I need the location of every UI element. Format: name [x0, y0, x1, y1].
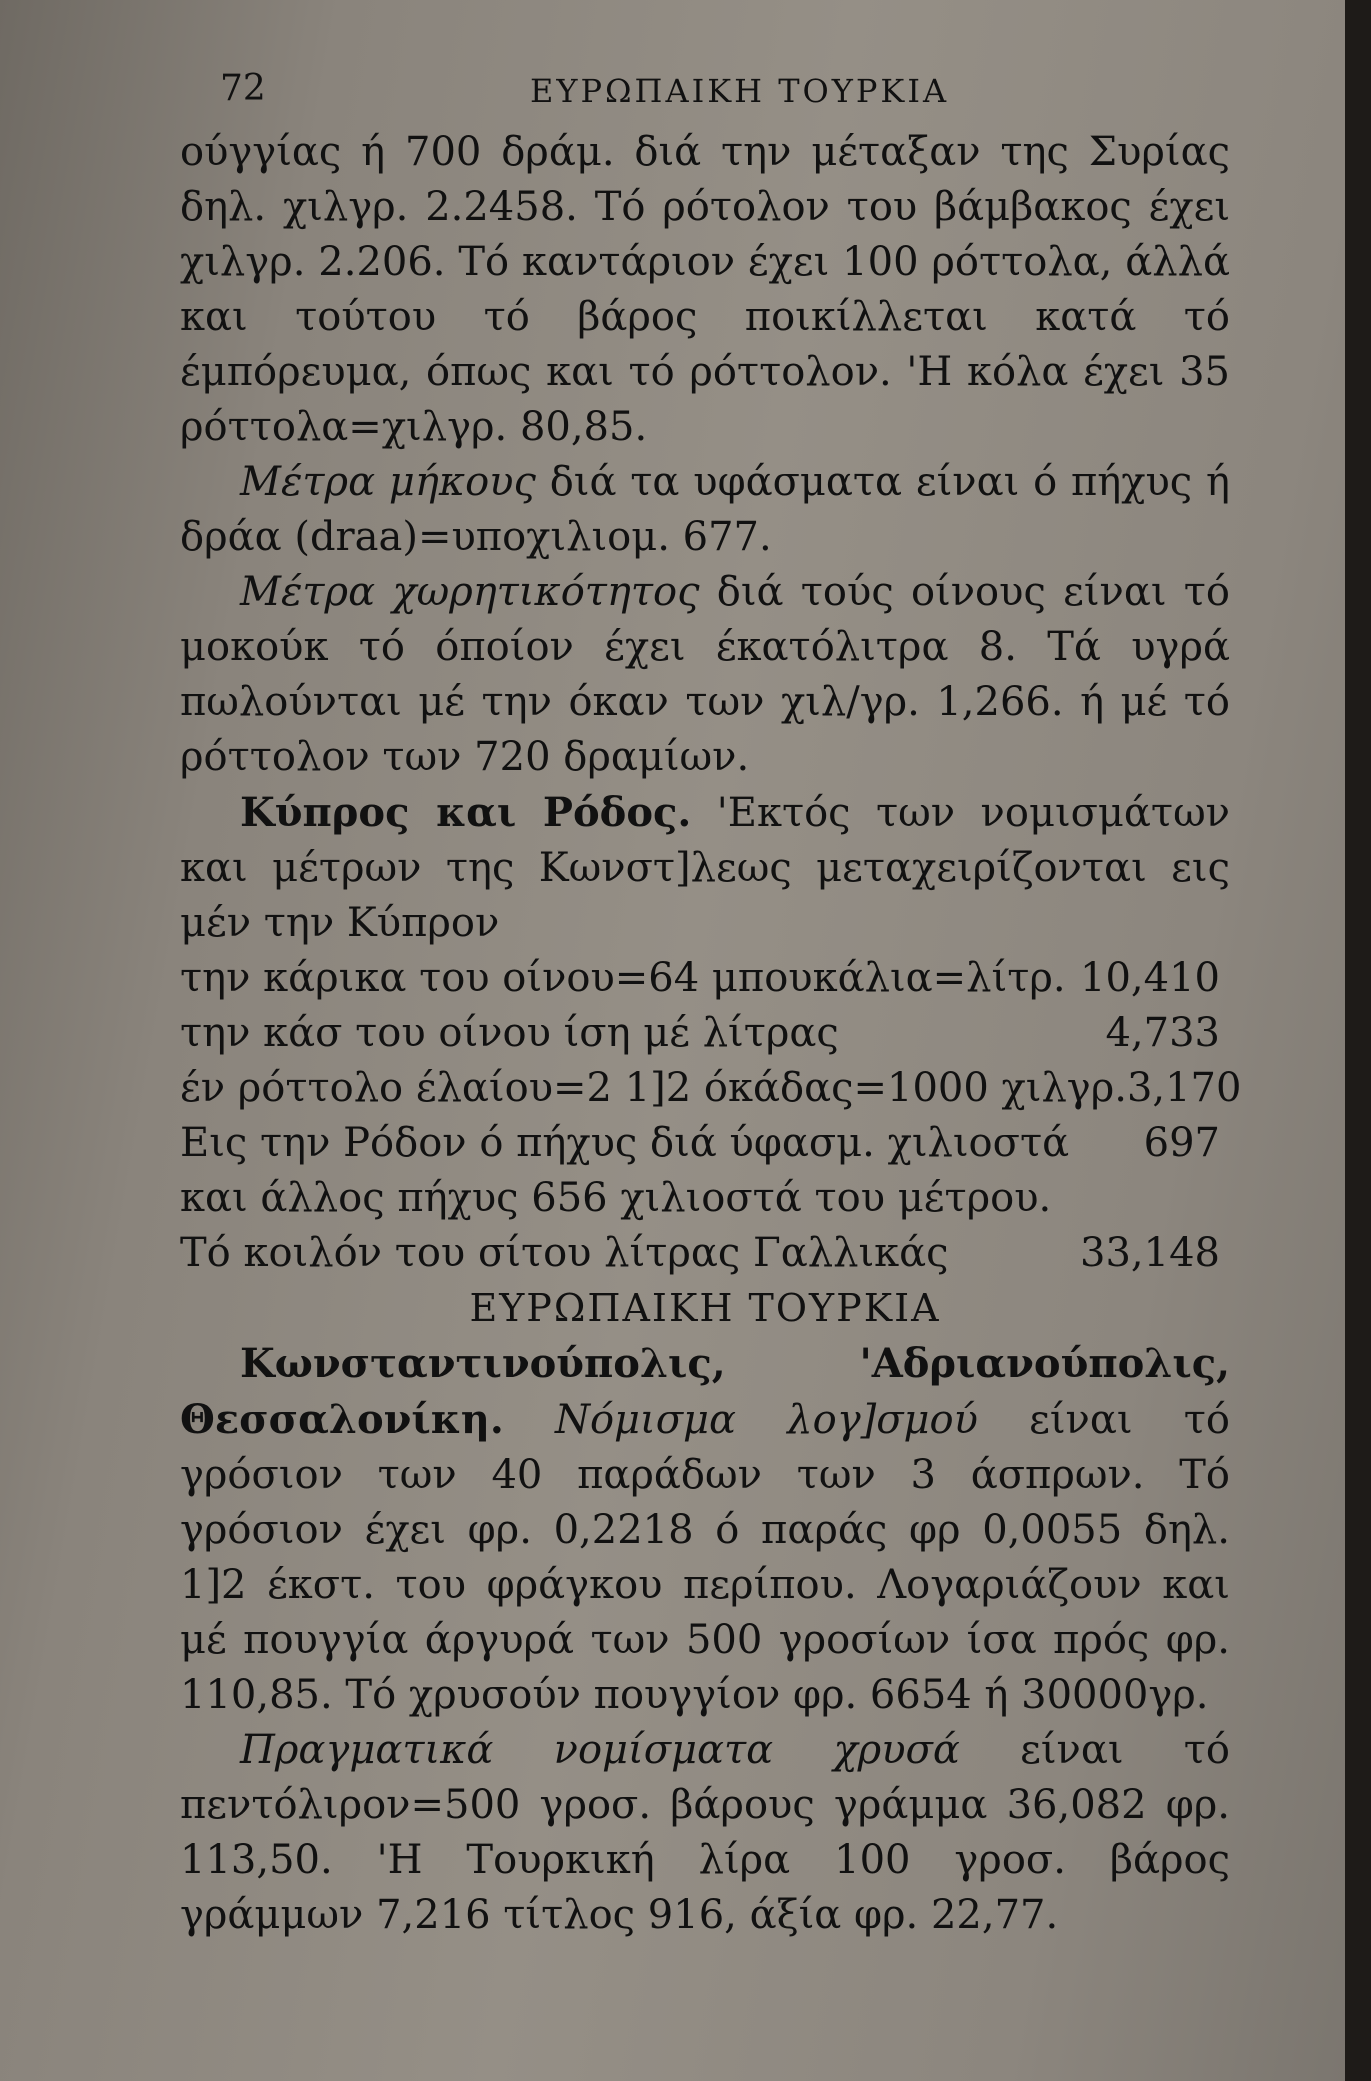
page-edge-shadow: [1345, 0, 1371, 2081]
paragraph-text: είναι τό πεντόλιρον=500 γροσ. βάρους γράμμα 36,082 φρ. 113,50. 'Η Τουρκική λίρα 100 γροσ. βάρος γράμμων 7,216 τίτλος 916, άξία φρ. 22,77.: [180, 1727, 1230, 1938]
paragraph-constantinople: [180, 1336, 1230, 1723]
running-title: ΕΥΡΩΠΑΙΚΗ ΤΟΥΡΚΙΑ: [530, 72, 950, 110]
row-value: [1220, 1171, 1230, 1226]
paragraph-italic: Νόμισμα λογ]σμού: [503, 1397, 978, 1443]
paragraph-text: διά τούς οίνους είναι τό μοκούκ τό όποίον έχει έκατόλιτρα 8. Τά υγρά πωλούνται μέ την όκαν των χιλ/γρ. 1,266. ή μέ τό ρόττολον των 720 δραμίων.: [180, 569, 1230, 780]
page-number: 72: [220, 68, 266, 109]
paragraph-lead: Μέτρα μήκους: [240, 459, 536, 505]
row-label: την κάρικα του οίνου=64 μπουκάλια=λίτρ.: [180, 955, 1066, 1001]
paragraph-lead: Μέτρα χωρητικότητος: [240, 569, 700, 615]
row-value: 3,170: [1126, 1065, 1242, 1111]
row-value: 33,148: [1080, 1230, 1220, 1276]
paragraph-text: διά τα υφάσματα είναι ό πήχυς ή δράα (draa)=υποχιλιομ. 677.: [180, 459, 1230, 560]
paragraph-text: 'Εκτός των νομισμάτων και μέτρων της Κωνστ]λεως μεταχειρίζονται εις μέν την Κύπρον: [180, 790, 1230, 946]
paragraph-lead: Κωνσταντινούπολις, 'Αδριανούπολις, Θεσσαλονίκη.: [180, 1340, 1230, 1443]
paragraph-text: είναι τό γρόσιον των 40 παράδων των 3 άσπρων. Τό γρόσιον έχει φρ. 0,2218 ό παράς φρ 0,0055 δηλ. 1]2 έκστ. του φράγκου περίπου. Λογαριάζουν και μέ πουγγία άργυρά των 500 γροσίων ίσα πρός φρ. 110,85. Τό χρυσούν πουγγίον φρ. 6654 ή 30000γρ.: [180, 1397, 1230, 1718]
row-label: έν ρόττολο έλαίου=2 1]2 όκάδας=1000 χιλγρ.: [180, 1065, 1127, 1111]
measure-row: [180, 951, 1230, 1006]
row-label: Εις την Ρόδον ό πήχυς διά ύφασμ. χιλιοστά: [180, 1120, 1070, 1166]
measure-row: [180, 1171, 1230, 1226]
paragraph-length-measures: [180, 455, 1230, 565]
row-value: 697: [1143, 1120, 1220, 1166]
row-label: την κάσ του οίνου ίση μέ λίτρας: [180, 1010, 839, 1056]
row-label: Τό κοιλόν του σίτου λίτρας Γαλλικάς: [180, 1230, 949, 1276]
row-value: 10,410: [1080, 955, 1220, 1001]
measure-row: [180, 1116, 1230, 1171]
measure-row: [180, 1226, 1230, 1281]
page-body: [180, 125, 1242, 1943]
paragraph-lead: Πραγματικά νομίσματα χρυσά: [240, 1727, 960, 1773]
paragraph-gold-coins: [180, 1723, 1230, 1943]
section-title: ΕΥΡΩΠΑΙΚΗ ΤΟΥΡΚΙΑ: [469, 1286, 941, 1330]
measure-row: [180, 1061, 1242, 1116]
measure-row: [180, 1006, 1230, 1061]
row-label: και άλλος πήχυς 656 χιλιοστά του μέτρου.: [180, 1175, 1052, 1221]
paragraph-lead: Κύπρος και Ρόδος.: [240, 789, 692, 836]
paragraph-cyprus-rhodes: [180, 785, 1230, 951]
paragraph-1: ούγγίας ή 700 δράμ. διά την μέταξαν της Συρίας δηλ. χιλγρ. 2.2458. Τό ρότολον του βάμβακος έχει χιλγρ. 2.206. Τό καντάριον έχει 100 ρόττολα, άλλά και τούτου τό βάρος ποικίλλεται κατά τό έμπόρευμα, όπως και τό ρόττολον. 'Η κόλα έχει 35 ρόττολα=χιλγρ. 80,85.: [180, 129, 1230, 450]
paragraph-capacity-measures: [180, 565, 1230, 785]
row-value: 4,733: [1105, 1010, 1220, 1056]
page-header: [210, 68, 1210, 118]
